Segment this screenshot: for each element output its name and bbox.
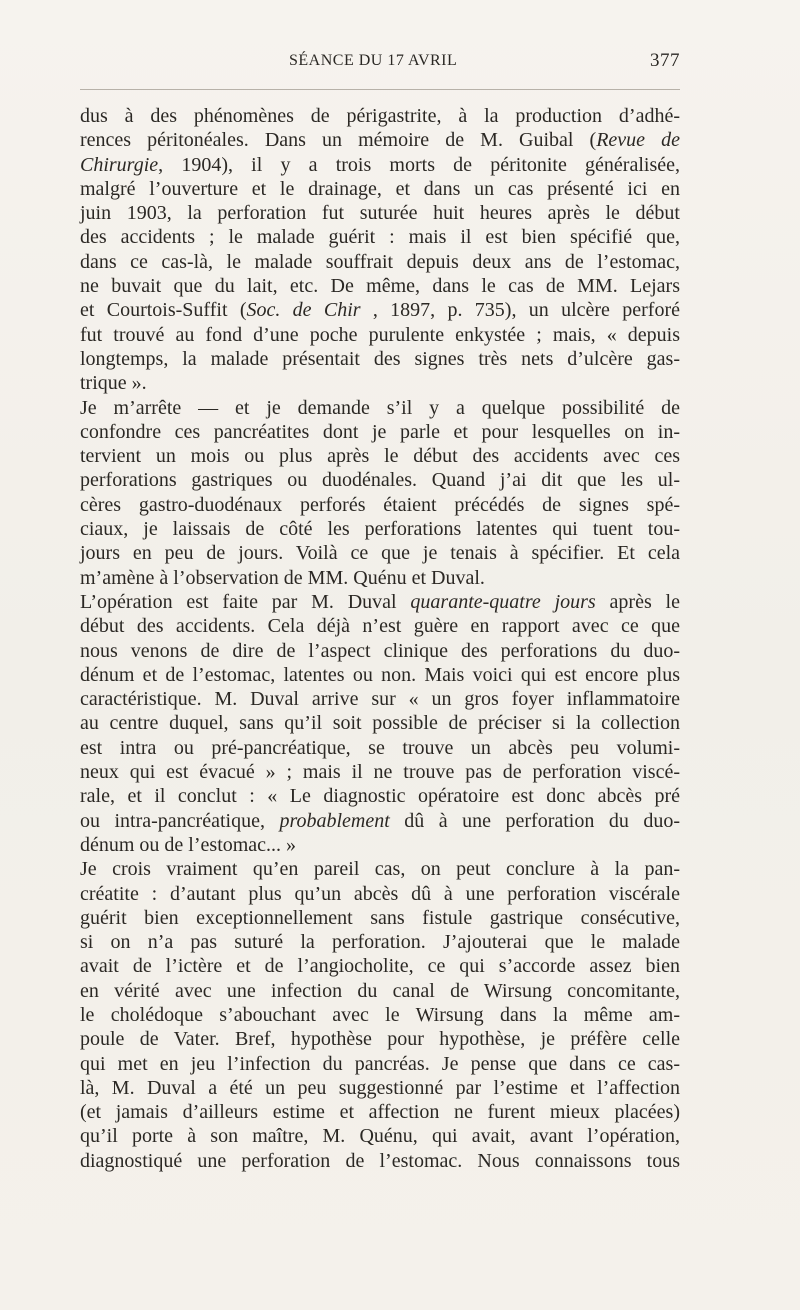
line-part: et Courtois-Suffit ( (80, 299, 247, 322)
line: là, M. Duval a été un peu suggestionné par l’estime et l’affection (80, 1076, 680, 1099)
line: nous venons de dire de l’aspect clinique des perforations du duo- (80, 639, 680, 662)
line: avait de l’ictère et de l’angiocholite, ce qui s’accorde assez bien (80, 955, 680, 978)
line-part: , 1897, p. 735), un ulcère perforé (360, 299, 680, 322)
line: caractéristique. M. Duval arrive sur « un gros foyer inflammatoire (80, 688, 680, 711)
line: malgré l’ouverture et le drainage, et dans un cas présenté ici en (80, 177, 680, 200)
line: dus à des phénomènes de périgastrite, à la production d’adhé- (80, 105, 680, 127)
running-title: SÉANCE DU 17 AVRIL (289, 52, 458, 69)
line: diagnostiqué une perforation de l’estomac. Nous connaissons tous (80, 1149, 680, 1172)
line-part: dû à une perforation du duo- (389, 809, 681, 832)
line (80, 153, 680, 177)
emphasis: quarante-quatre jours (410, 590, 596, 613)
line: dénum ou de l’estomac... » (80, 833, 297, 856)
line (80, 590, 680, 614)
line: tervient un mois ou plus après le début des accidents avec ces (80, 445, 680, 468)
line: m’amène à l’observation de MM. Quénu et Duval. (80, 566, 485, 589)
line: guérit bien exceptionnellement sans fistule gastrique consécutive, (80, 906, 680, 929)
line: dénum et de l’estomac, latentes ou non. Mais voici qui est encore plus (80, 663, 680, 686)
line: trique ». (80, 372, 147, 395)
journal-title: Soc. de Chir (246, 299, 361, 322)
line: confondre ces pancréatites dont je parle et pour lesquelles on in- (80, 420, 680, 443)
line: neux qui est évacué » ; mais il ne trouve pas de perforation viscé- (80, 761, 680, 784)
line-part: L’opération est faite par M. Duval (80, 590, 411, 613)
line-part: rences péritonéales. Dans un mémoire de M. Guibal ( (80, 129, 597, 152)
line: des accidents ; le malade guérit : mais il est bien spécifié que, (80, 226, 680, 249)
line: si on n’a pas suturé la perforation. J’ajouterai que le malade (80, 931, 680, 954)
line: longtemps, la malade présentait des signes très nets d’ulcère gas- (80, 347, 680, 370)
line: jours en peu de jours. Voilà ce que je tenais à spécifier. Et cela (80, 542, 680, 565)
line: début des accidents. Cela déjà n’est guère en rapport avec ce que (80, 615, 680, 638)
line: qui met en jeu l’infection du pancréas. Je pense que dans ce cas- (80, 1052, 680, 1075)
line: le cholédoque s’abouchant avec le Wirsung dans la même am- (80, 1003, 680, 1026)
line: juin 1903, la perforation fut suturée huit heures après le début (80, 202, 680, 225)
line (80, 298, 680, 322)
body-text (80, 104, 680, 1173)
journal-title: Chirurgie (80, 153, 159, 176)
page-number: 377 (650, 50, 680, 71)
header-rule (80, 89, 680, 90)
journal-title: Revue de (596, 129, 680, 152)
line: créatite : d’autant plus qu’un abcès dû à une perforation viscérale (80, 882, 680, 905)
line: perforations gastriques ou duodénales. Quand j’ai dit que les ul- (80, 469, 680, 492)
line-part: après le (595, 590, 680, 613)
line: (et jamais d’ailleurs estime et affection ne furent mieux placées) (80, 1101, 680, 1124)
line: ne buvait que du lait, etc. De même, dans le cas de MM. Lejars (80, 275, 680, 298)
line: ciaux, je laissais de côté les perforations latentes qui tuent tou- (80, 518, 680, 541)
line: en vérité avec une infection du canal de Wirsung concomitante, (80, 979, 680, 1002)
line: Je crois vraiment qu’en pareil cas, on peut conclure à la pan- (80, 858, 680, 881)
line: rale, et il conclut : « Le diagnostic opératoire est donc abcès pré (80, 785, 680, 808)
line: Je m’arrête — et je demande s’il y a quelque possibilité de (80, 396, 680, 419)
line-part: ou intra-pancréatique, (80, 809, 280, 832)
line: poule de Vater. Bref, hypothèse pour hypothèse, je préfère celle (80, 1028, 680, 1051)
line: est intra ou pré-pancréatique, se trouve un abcès peu volumi- (80, 736, 680, 759)
emphasis: probablement (279, 809, 390, 832)
line: qu’il porte à son maître, M. Quénu, qui avait, avant l’opération, (80, 1125, 680, 1148)
line: cères gastro-duodénaux perforés étaient précédés de signes spé- (80, 493, 680, 516)
line: dans ce cas-là, le malade souffrait depuis deux ans de l’estomac, (80, 250, 680, 273)
line (80, 128, 680, 152)
line: au centre duquel, sans qu’il soit possible de préciser si la collection (80, 712, 680, 735)
line (80, 809, 680, 833)
running-header (80, 50, 680, 74)
line: fut trouvé au fond d’une poche purulente enkystée ; mais, « depuis (80, 323, 680, 346)
line-part: , 1904), il y a trois morts de péritonite généralisée, (158, 153, 680, 176)
